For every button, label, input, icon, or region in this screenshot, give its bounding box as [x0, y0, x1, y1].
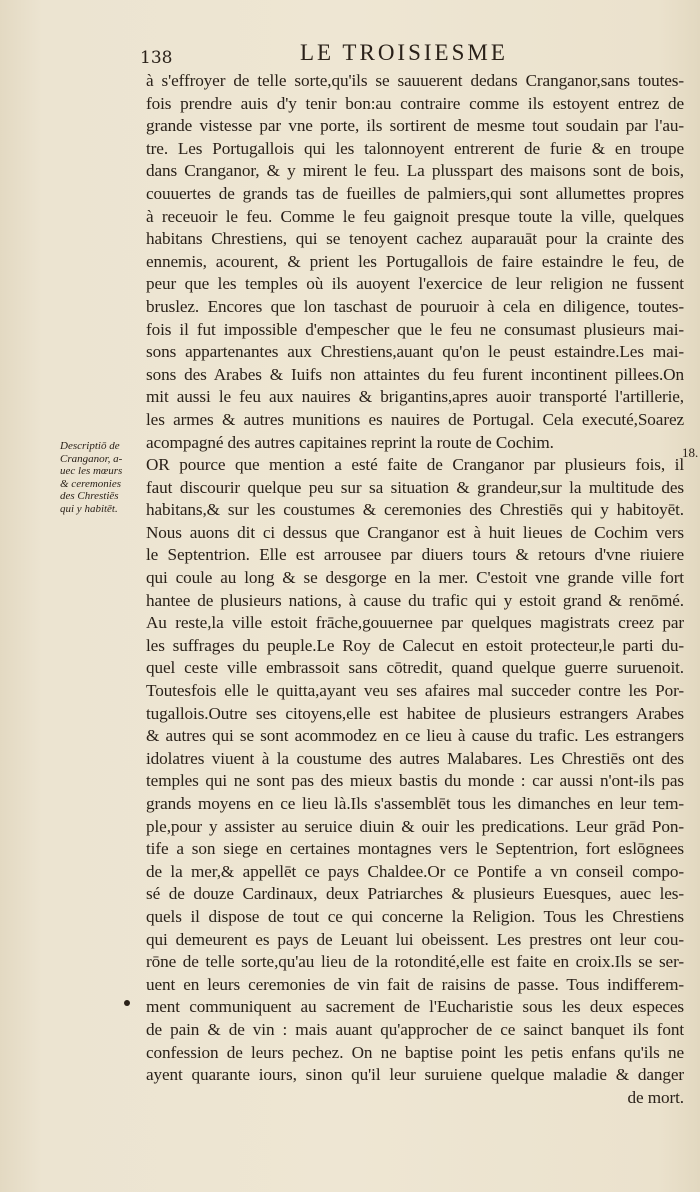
text-line: de pain & de vin : mais auant qu'approcher de ce sainct banquet ils font	[146, 1019, 684, 1039]
text-line: faut discourir quelque peu sur sa situation & grandeur,sur la multitude des	[146, 477, 684, 497]
text-line: bruslez. Encores que lon taschast de pouruoir à cela en diligence, toutes-	[146, 296, 684, 316]
running-title: LE TROISIESME	[300, 40, 508, 65]
text-line: rōne de telle sorte,qu'au lieu de la rotondité,elle est faite en croix.Ils se ser-	[146, 952, 684, 972]
margin-note-line: des Chrestiēs	[60, 490, 119, 502]
text-line: à receuoir le feu. Comme le feu gaignoit presque toute la ville, quelques	[146, 206, 684, 226]
text-line: Toutesfois elle le quitta,ayant veu ses afaires mal succeder contre les Por-	[146, 681, 684, 701]
text-line: hantee de plusieurs nations, à cause du trafic qui y estoit grand & renōmé.	[146, 590, 684, 610]
text-line: ple,pour y assister au seruice diuin & ouir les predications. Leur grād Pon-	[146, 816, 684, 836]
margin-number: 18.	[682, 445, 699, 460]
text-line: fois il fut impossible d'empescher que le feu ne consumast plusieurs mai-	[146, 319, 684, 339]
text-line: ment communiquent au sacrement de l'Eucharistie sous les deux especes	[146, 997, 684, 1017]
text-line: mit aussi le feu aux nauires & brigantins,apres auoir transporté l'artillerie,	[146, 387, 684, 407]
text-line: habitans Chrestiens, qui se tenoyent cachez auparauāt pour la crainte des	[146, 229, 684, 249]
text-line: peur que les temples où ils auoyent l'exercice de leur religion ne fussent	[146, 274, 684, 294]
body-text	[146, 70, 684, 1109]
margin-note-line: Descriptiō de	[60, 440, 120, 452]
margin-note-line: Cranganor, a-	[60, 452, 123, 465]
text-line: de la mer,& appellēt ce pays Chaldee.Or ce Pontife a vn conseil compo-	[146, 861, 684, 881]
margin-dot-mark	[124, 1000, 130, 1006]
text-line: tugallois.Outre ses citoyens,elle est habitee de plusieurs estrangers Arabes	[146, 703, 684, 723]
text-line: temples qui ne sont pas des mieux bastis du monde : car aussi n'ont-ils pas	[146, 771, 684, 791]
text-line: idolatres viuent à la coustume des autres Malabares. Les Chrestiēs ont des	[146, 748, 684, 768]
text-line: habitans,& sur les coustumes & ceremonies des Chrestiēs qui y habitoyēt.	[146, 500, 684, 520]
text-line: Au reste,la ville estoit frāche,gouuernee par quelques magistrats creez par	[146, 613, 684, 633]
text-line: qui demeurent es pays de Leuant lui obeissent. Les prestres ont leur cou-	[146, 929, 684, 949]
margin-note-line: & ceremonies	[60, 477, 121, 490]
text-line: fois prendre auis d'y tenir bon:au contraire comme ils estoyent entrez de	[146, 93, 684, 113]
text-line: les armes & autres munitions es nauires de Portugal. Cela executé,Soarez	[146, 409, 684, 429]
text-line: de mort.	[627, 1087, 684, 1107]
text-line: acompagné des autres capitaines reprint la route de Cochim.	[146, 432, 554, 452]
text-line: le Septentrion. Elle est arrousee par diuers tours & retours d'vne riuiere	[146, 545, 684, 565]
text-line: sons appartenantes aux Chrestiens,auant qu'on le peust estaindre.Les mai-	[146, 342, 684, 362]
text-line: quel ceste ville embrassoit sans cōtredit, quand quelque guerre suruenoit.	[146, 658, 684, 678]
margin-note	[60, 440, 140, 515]
text-line: quels il dispose de tout ce qui concerne la Religion. Tous les Chrestiens	[146, 906, 684, 926]
text-line: confession de leurs pechez. On ne baptise point les petis enfans qu'ils ne	[146, 1042, 684, 1062]
text-line: sé de douze Cardinaux, deux Patriarches & plusieurs Euesques, auec les-	[146, 884, 684, 904]
text-line: sons des Arabes & Iuifs non attaintes du feu furent incontinent pillees.On	[146, 364, 684, 384]
page-number: 138	[140, 48, 173, 68]
text-line: qui coule au long & se desgorge en la mer. C'estoit vne grande ville fort	[146, 568, 684, 588]
text-line: tife a son siege en certaines montagnes vers le Septentrion, fort eslōgnees	[146, 839, 684, 859]
text-line: tre. Les Portugallois qui les talonnoyent entrerent de furie & en troupe	[146, 138, 684, 158]
text-line: OR pource que mention a esté faite de Cranganor par plusieurs fois, il	[146, 455, 684, 475]
text-line: ayent quarante iours, sinon qu'il leur suruiene quelque maladie & danger	[146, 1065, 684, 1085]
text-line: les suffrages du peuple.Le Roy de Calecut en estoit protecteur,le parti du-	[146, 635, 684, 655]
text-line: couuertes de grands tas de fueilles de palmiers,qui sont allumettes propres	[146, 183, 684, 203]
margin-note-line: uec les mœurs	[60, 465, 123, 477]
page-header	[0, 40, 700, 70]
text-line: Nous auons dit ci dessus que Cranganor est à huit lieues de Cochim vers	[146, 522, 684, 542]
text-line: à s'effroyer de telle sorte,qu'ils se sauuerent dedans Cranganor,sans toutes-	[146, 71, 684, 90]
margin-note-line: qui y habitēt.	[60, 502, 118, 515]
text-line: dans Cranganor, & y mirent le feu. La plusspart des maisons sont de bois,	[146, 161, 684, 181]
text-line: grands moyens en ce lieu là.Ils s'assemblēt tous les dimanches en leur tem-	[146, 794, 684, 813]
text-line: grande vistesse par vne porte, ils sortirent de mesme tout soudain par l'au-	[146, 116, 684, 136]
text-line: uent en leurs ceremonies de vin fait de raisins de passe. Tous indifferem-	[146, 974, 684, 994]
text-line: ennemis, acourent, & prient les Portugallois de faire estaindre le feu, de	[146, 251, 684, 271]
text-line: & autres qui se sont acommodez en ce lieu à cause du trafic. Les estrangers	[146, 726, 684, 746]
